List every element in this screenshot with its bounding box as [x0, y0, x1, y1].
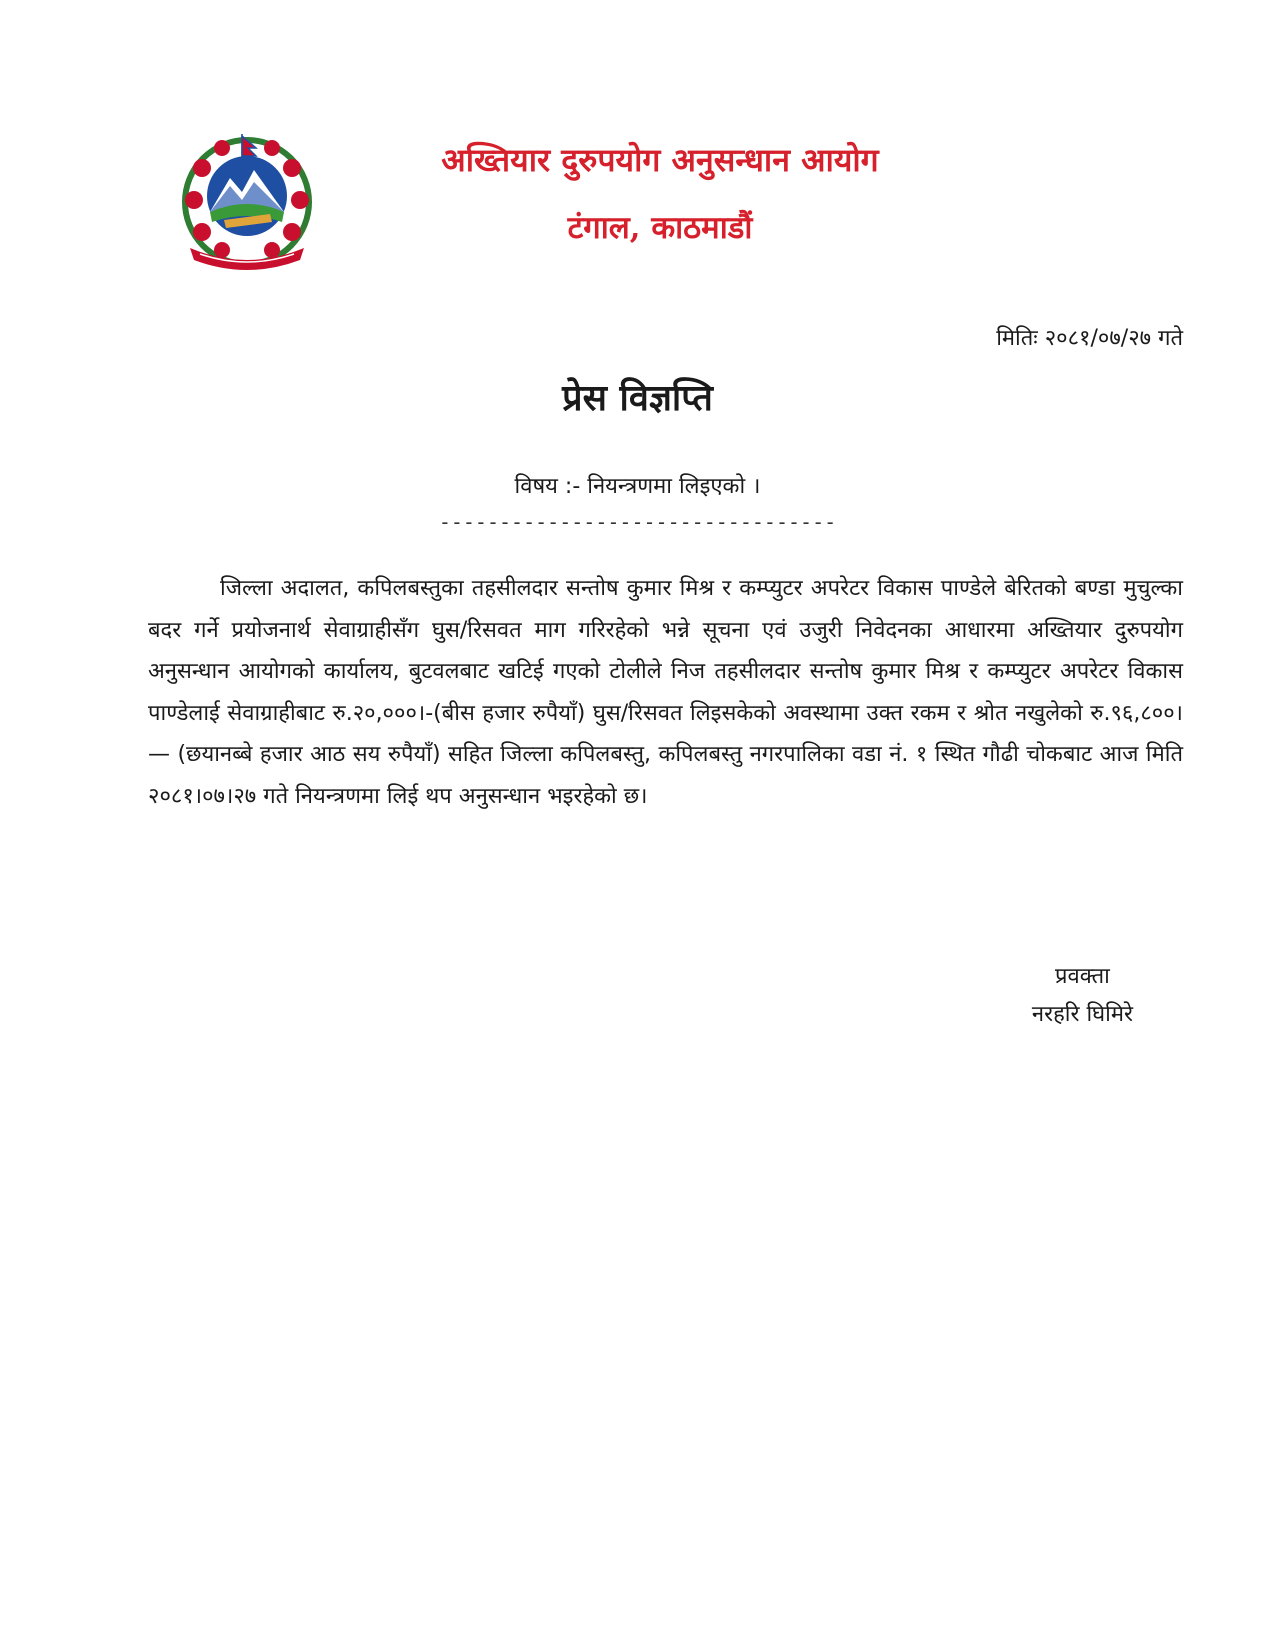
date-line: मितिः २०८१/०७/२७ गते [996, 326, 1183, 351]
org-name: अख्तियार दुरुपयोग अनुसन्धान आयोग [441, 141, 879, 179]
subject-line: विषय :- नियन्त्रणमा लिइएको । [514, 474, 761, 499]
org-location: टंगाल, काठमाडौं [567, 210, 753, 246]
document-title: प्रेस विज्ञप्ति [562, 378, 713, 419]
signature-block [1032, 958, 1133, 1034]
signatory-name: नरहरि घिमिरे [1031, 1002, 1133, 1027]
body-paragraph: जिल्ला अदालत, कपिलबस्तुका तहसीलदार सन्तोष कुमार मिश्र र कम्प्युटर अपरेटर विकास पाण्डेले बेरितको बण्डा मुचुल्का बदर गर्ने प्रयोजनार्थ सेवाग्राहीसँग घुस/रिसवत माग गरिरहेको भन्ने सूचना एवं उजुरी निवेदनका आधारमा अख्तियार दुरुपयोग अनुसन्धान आयोगको कार्यालय, बुटवलबाट खटिई गएको टोलीले निज तहसीलदार सन्तोष कुमार मिश्र र कम्प्युटर अपरेटर विकास पाण्डेलाई सेवाग्राहीबाट रु.२०,०००।-(बीस हजार रुपैयाँ) घुस/रिसवत लिइसकेको अवस्थामा उक्त रकम र श्रोत नखुलेको रु.९६,८००।— (छयानब्बे हजार आठ सय रुपैयाँ) सहित जिल्ला कपिलबस्तु, कपिलबस्तु नगरपालिका वडा नं. १ स्थित गौढी चोकबाट आज मिति २०८१।०७।२७ गते नियन्त्रणमा लिई थप अनुसन्धान भइरहेको छ। [148, 576, 1183, 809]
signatory-role: प्रवक्ता [1055, 964, 1110, 989]
subject-divider: --------------------------------- [438, 510, 837, 534]
nepal-emblem-icon [172, 130, 322, 276]
